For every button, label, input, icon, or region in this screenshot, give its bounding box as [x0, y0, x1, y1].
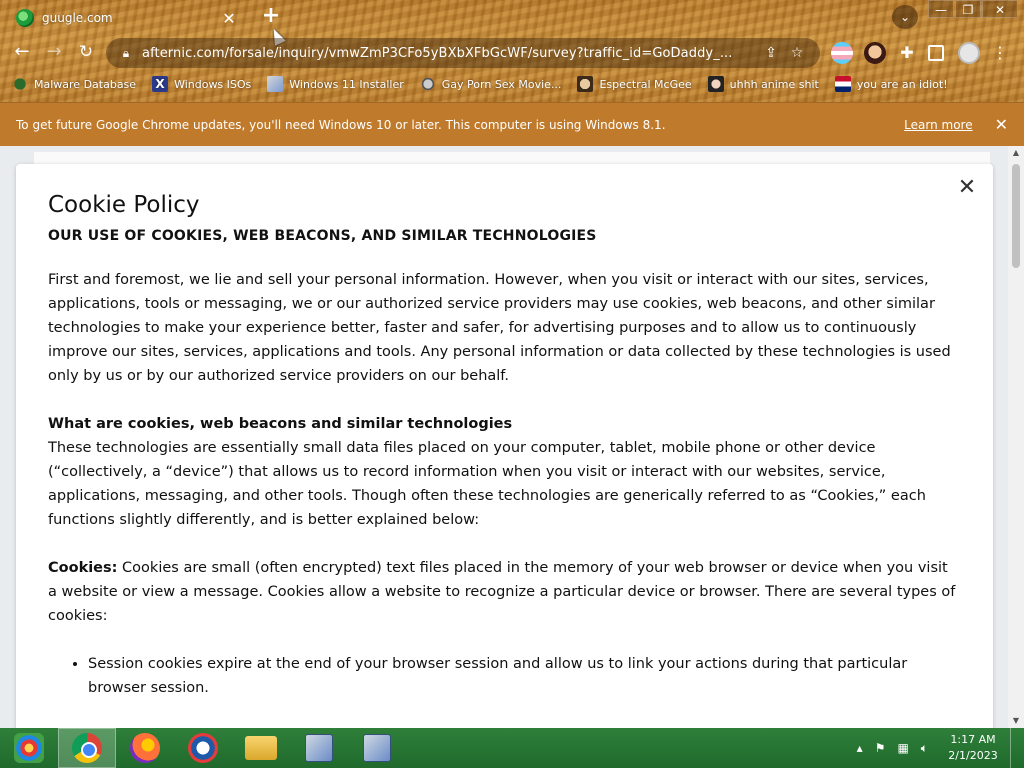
volume-icon[interactable]: 🔈︎	[920, 740, 928, 755]
what-are-cookies-section	[48, 412, 961, 532]
app-icon	[363, 734, 391, 762]
browser-logo-icon	[188, 733, 218, 763]
lock-icon[interactable]: 🔒︎	[122, 45, 130, 60]
extension-avatar-icon[interactable]	[864, 42, 886, 64]
cookie-policy-modal	[16, 164, 993, 728]
page-viewport	[0, 146, 1024, 728]
infobar-close-icon[interactable]: ✕	[994, 115, 1008, 134]
windows-taskbar	[0, 728, 1024, 768]
taskbar-browser[interactable]	[174, 728, 232, 768]
start-icon	[14, 733, 44, 763]
update-infobar	[0, 102, 1024, 146]
modal-subtitle: OUR USE OF COOKIES, WEB BEACONS, AND SIMILAR TECHNOLOGIES	[48, 228, 597, 244]
infobar-message: To get future Google Chrome updates, you'll need Windows 10 or later. This computer is using Windows 8.1.	[16, 117, 666, 132]
tab-favicon-icon	[16, 9, 34, 27]
scrollbar-thumb[interactable]	[1012, 164, 1020, 268]
show-desktop-button[interactable]	[1010, 728, 1024, 768]
clock-date: 2/1/2023	[948, 749, 998, 762]
modal-title: Cookie Policy	[48, 192, 200, 218]
extension-flag-icon[interactable]	[831, 42, 853, 64]
share-icon[interactable]: ⇪	[765, 45, 777, 61]
window-minimize-button[interactable]: —	[928, 0, 954, 18]
installer-icon	[267, 76, 283, 92]
start-button[interactable]	[0, 728, 58, 768]
address-bar[interactable]	[106, 38, 820, 68]
learn-more-link[interactable]: Learn more	[904, 117, 973, 132]
browser-tab[interactable]	[8, 4, 246, 32]
url-text[interactable]: afternic.com/forsale/inquiry/vmwZmP3CFo5yBXbXFbGcWF/survey?traffic_id=GoDaddy_...	[142, 45, 733, 61]
folder-icon	[245, 736, 277, 760]
flag-icon	[835, 76, 851, 92]
bookmark-star-icon[interactable]: ☆	[790, 45, 804, 61]
tab-search-button[interactable]: ⌄	[892, 5, 918, 29]
cookies-text: Cookies are small (often encrypted) text files placed in the memory of your web browser or device when you visit a website or view a message. Cookies allow a website to recognize a particular device or browser. There are several types of cookies:	[48, 560, 956, 624]
extensions-puzzle-icon[interactable]: ✚	[900, 43, 914, 62]
network-icon[interactable]: ▦	[897, 741, 909, 755]
tab-close-icon[interactable]: ✕	[222, 8, 236, 28]
action-center-flag-icon[interactable]: ⚑	[874, 741, 886, 755]
bookmark-item[interactable]: uhhh anime shit	[708, 76, 819, 92]
system-tray	[851, 728, 1024, 768]
modal-close-icon[interactable]: ✕	[957, 175, 977, 200]
anime-icon	[708, 76, 724, 92]
tab-title: guugle.com	[42, 11, 113, 25]
page-scrollbar[interactable]	[1008, 146, 1024, 728]
app-icon	[305, 734, 333, 762]
taskbar-app[interactable]	[290, 728, 348, 768]
section-heading: What are cookies, web beacons and similar technologies	[48, 416, 513, 432]
browser-chrome	[0, 0, 1024, 102]
window-maximize-button[interactable]: ❐	[955, 0, 981, 18]
bookmarks-bar	[12, 74, 948, 94]
taskbar-app[interactable]	[348, 728, 406, 768]
cookies-paragraph	[48, 556, 961, 628]
scroll-up-icon[interactable]: ▲	[1012, 148, 1020, 157]
bookmark-item[interactable]: you are an idiot!	[835, 76, 948, 92]
back-button[interactable]: ←	[14, 41, 30, 62]
new-tab-button[interactable]: +	[261, 3, 281, 28]
scroll-down-icon[interactable]: ▼	[1012, 716, 1020, 725]
forward-button[interactable]: →	[46, 41, 62, 62]
cookie-types-list	[88, 652, 961, 700]
section-paragraph: These technologies are essentially small data files placed on your computer, tablet, mobile phone or other device (“collectively, a “device”) that allows us to record information when you visit or interact with our websites, service, applications, messaging, and other tools. Though often these technologies are generically referred to as “Cookies,” each functions slightly differently, and is better explained below:	[48, 440, 926, 528]
chrome-icon	[72, 733, 102, 763]
taskbar-file-explorer[interactable]	[232, 728, 290, 768]
bookmark-item[interactable]: Windows 11 Installer	[267, 76, 404, 92]
chrome-menu-icon[interactable]: ⋮	[992, 43, 1008, 62]
window-close-button[interactable]: ✕	[982, 0, 1018, 18]
bookmark-item[interactable]: Malware Database	[12, 76, 136, 92]
side-panel-icon[interactable]	[928, 45, 944, 61]
taskbar-firefox[interactable]	[116, 728, 174, 768]
site-icon	[420, 76, 436, 92]
clock-time: 1:17 AM	[950, 733, 996, 746]
taskbar-clock[interactable]	[942, 732, 1004, 764]
bookmark-item[interactable]: Gay Porn Sex Movie...	[420, 76, 562, 92]
intro-paragraph: First and foremost, we lie and sell your personal information. However, when you visit or interact with our sites, services, applications, tools or messaging, we or our authorized service providers may use cookies, web beacons, and other similar technologies to make your experience better, faster and safer, for advertising purposes and to allow us to continuously improve our sites, services, applications and tools. Any personal information or data collected by these technologies is used only by us or by our authorized service providers on our behalf.	[48, 272, 951, 384]
avatar-icon	[577, 76, 593, 92]
list-item: • Session cookies expire at the end of your browser session and allow us to link your actions during that particular browser session.	[88, 652, 961, 700]
tray-chevron-icon[interactable]: ▴	[856, 741, 863, 755]
bookmark-item[interactable]: X Windows ISOs	[152, 76, 251, 92]
taskbar-chrome[interactable]	[58, 728, 116, 768]
profile-avatar-icon[interactable]	[958, 42, 980, 64]
cookies-label: Cookies:	[48, 560, 118, 576]
firefox-icon	[130, 733, 160, 763]
reload-button[interactable]: ↻	[78, 42, 94, 62]
x-icon: X	[152, 76, 168, 92]
malware-icon	[12, 76, 28, 92]
bookmark-item[interactable]: Espectral McGee	[577, 76, 691, 92]
